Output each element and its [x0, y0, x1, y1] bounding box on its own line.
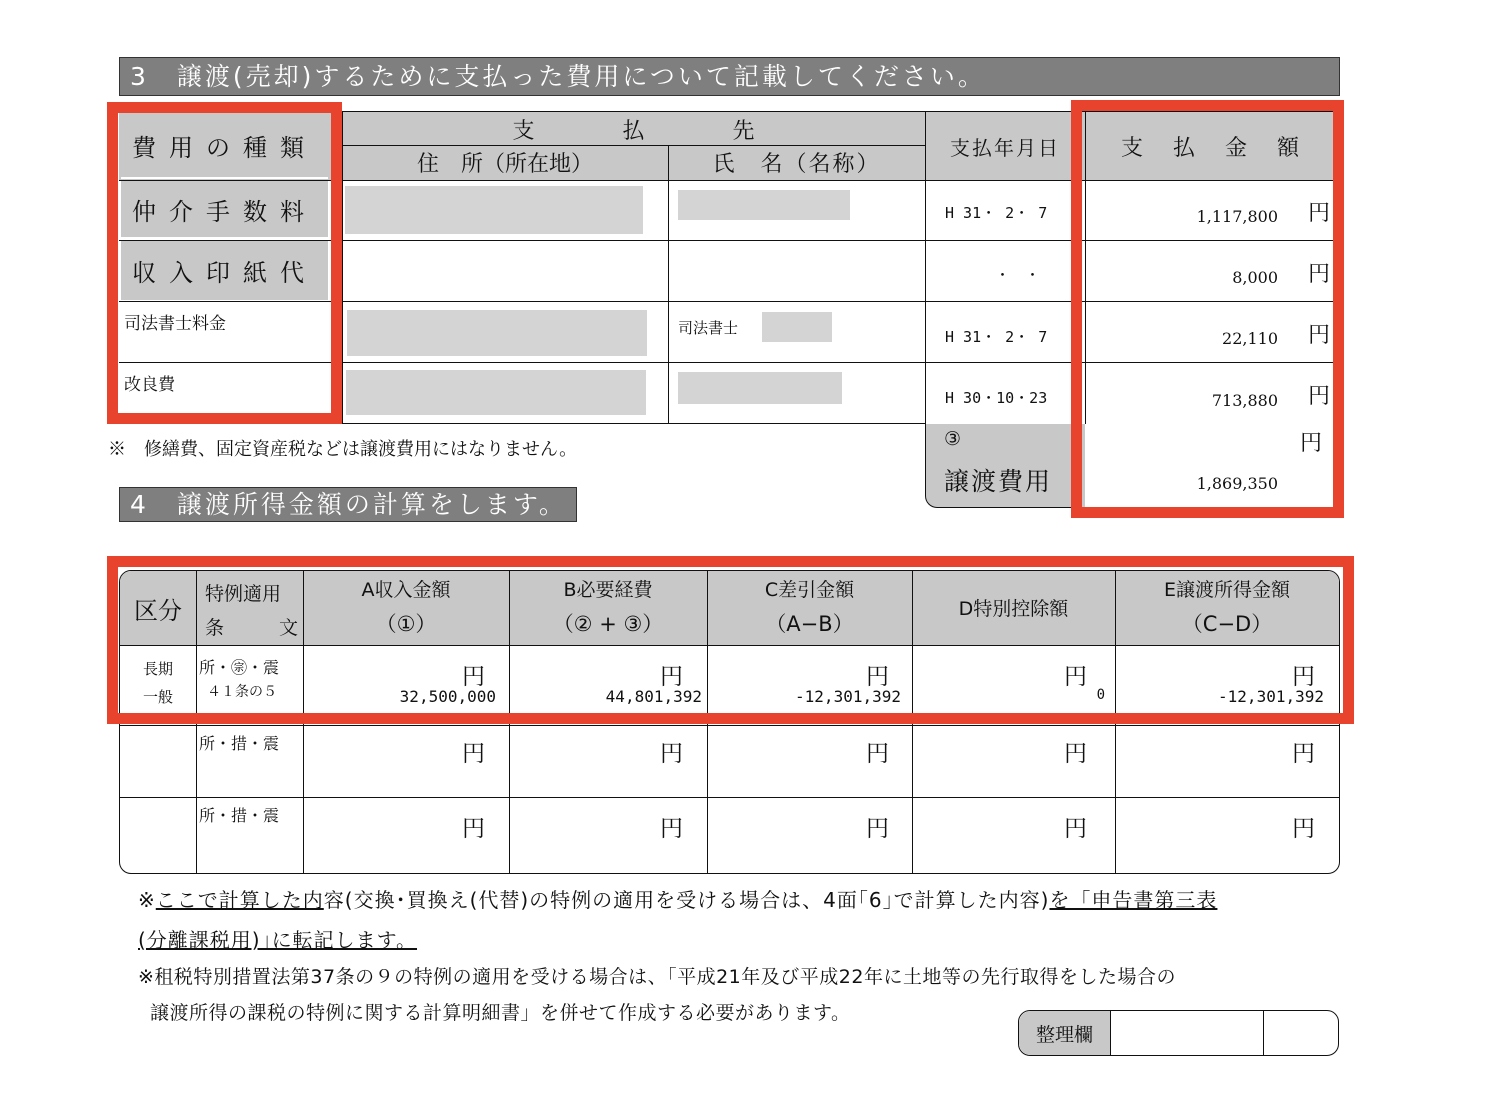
yen-e-row-2: 円 [1292, 741, 1315, 767]
tokurei-row-2: 所・措・震 [199, 734, 280, 753]
revenue-header: A収入金額 （①） [361, 579, 451, 636]
yen-e-row-3: 円 [1292, 816, 1315, 842]
yen-c-row-2: 円 [866, 741, 889, 767]
yen-b-row-3: 円 [660, 816, 683, 842]
yen-a-row-2: 円 [462, 741, 485, 767]
payee-name-row-3: 司法書士 [678, 319, 739, 337]
pay-date-row-4: H 30・10・23 [945, 389, 1048, 407]
yen-b-row-1: 円 [660, 664, 683, 690]
yen-d-row-1: 円 [1064, 664, 1087, 690]
address-header: 住 所（所在地） [416, 152, 593, 177]
amount-header: 支 払 金 額 [1120, 135, 1303, 161]
yen-row-4: 円 [1308, 384, 1331, 409]
pay-amount-row-2: 8,000 [1232, 268, 1278, 287]
redacted-name-4 [678, 372, 842, 404]
pay-amount-row-4: 713,880 [1211, 391, 1278, 410]
expense-type-row-2: 収入印紙代 [121, 241, 328, 300]
note-1-line-1: ※ここで計算した内容(交換･買換え(代替)の特例の適用を受ける場合は、4面｢6｣で計算した内容)を「申告書第三表 [138, 888, 1218, 912]
name-header: 氏 名（名称） [712, 152, 881, 177]
yen-d-row-2: 円 [1064, 741, 1087, 767]
section4-heading: 4 譲渡所得金額の計算をします。 [119, 487, 577, 522]
yen-b-row-2: 円 [660, 741, 683, 767]
yen-c-row-3: 円 [866, 816, 889, 842]
yen-c-row-1: 円 [866, 664, 889, 690]
pay-date-row-3: H 31・ 2・ 7 [945, 328, 1048, 346]
transfer-cost-total-cell: 円 1,869,350 [1085, 424, 1340, 508]
expense-type-row-1: 仲介手数料 [121, 181, 328, 239]
kubun-header: 区分 [134, 596, 182, 625]
date-header: 支払年月日 [950, 135, 1060, 160]
note-2-line-2: 譲渡所得の課税の特例に関する計算明細書」を併せて作成する必要があります。 [150, 1002, 851, 1024]
redacted-address-3 [347, 310, 647, 356]
expense-type-row-3: 司法書士料金 [124, 314, 226, 334]
expense-type-header: 費用の種類 [121, 113, 328, 179]
pay-date-row-2: ・ ・ [995, 266, 1041, 284]
section3-heading: 3 譲渡(売却)するために支払った費用について記載してください。 [119, 57, 1340, 96]
transfer-cost-total-label: ③ 譲渡費用 [925, 424, 1085, 508]
tokurei-row-1: 所・㊪・震 [199, 658, 280, 677]
redacted-address-4 [346, 370, 646, 415]
seiri-box: 整理欄 [1018, 1010, 1339, 1056]
expenses-row-1: 44,801,392 [605, 687, 702, 706]
note-1-line-2: (分離課税用)｣に転記します。 [138, 928, 418, 952]
note-2-line-1: ※租税特別措置法第37条の９の特例の適用を受ける場合は、「平成21年及び平成22年に土地等の先行取得をした場合の [138, 966, 1176, 988]
revenue-row-1: 32,500,000 [399, 687, 496, 706]
yen-a-row-1: 円 [462, 664, 485, 690]
transfer-income-header: E譲渡所得金額 （C−D） [1163, 579, 1290, 636]
highlight-income-calc [107, 556, 1354, 724]
tokurei-header: 特例適用 条 文 [205, 583, 299, 639]
yen-e-row-1: 円 [1292, 664, 1315, 690]
yen-a-row-3: 円 [462, 816, 485, 842]
special-deduction-header: D特別控除額 [958, 598, 1069, 620]
kubun-row-1: 長期 一般 [142, 660, 173, 706]
tokurei-sub-row-1: ４１条の５ [207, 684, 277, 700]
redacted-name-3 [762, 312, 832, 342]
pay-date-row-1: H 31・ 2・ 7 [945, 204, 1048, 222]
pay-amount-row-1: 1,117,800 [1196, 207, 1278, 226]
yen-row-2: 円 [1308, 262, 1331, 287]
redacted-name-1 [678, 190, 850, 220]
section3-note: ※ 修繕費、固定資産税などは譲渡費用にはなりません。 [108, 439, 578, 460]
yen-row-3: 円 [1308, 323, 1331, 348]
special-deduction-row-1: 0 [1096, 687, 1105, 703]
yen-d-row-3: 円 [1064, 816, 1087, 842]
expense-type-row-4: 改良費 [124, 375, 175, 395]
highlight-expense-type [107, 102, 342, 424]
transfer-income-row-1: -12,301,392 [1218, 687, 1324, 706]
tokurei-row-3: 所・措・震 [199, 806, 280, 825]
pay-amount-row-3: 22,110 [1222, 329, 1278, 348]
yen-row-1: 円 [1308, 201, 1331, 226]
payee-header: 支 払 先 [512, 118, 755, 144]
redacted-address-1 [345, 186, 643, 234]
expenses-header: B必要経費 （② + ③） [552, 579, 664, 636]
transfer-cost-total-amount: 1,869,350 [1196, 474, 1278, 493]
highlight-pay-amount [1071, 100, 1344, 518]
difference-row-1: -12,301,392 [795, 687, 901, 706]
difference-header: C差引金額 （A−B） [764, 579, 855, 636]
